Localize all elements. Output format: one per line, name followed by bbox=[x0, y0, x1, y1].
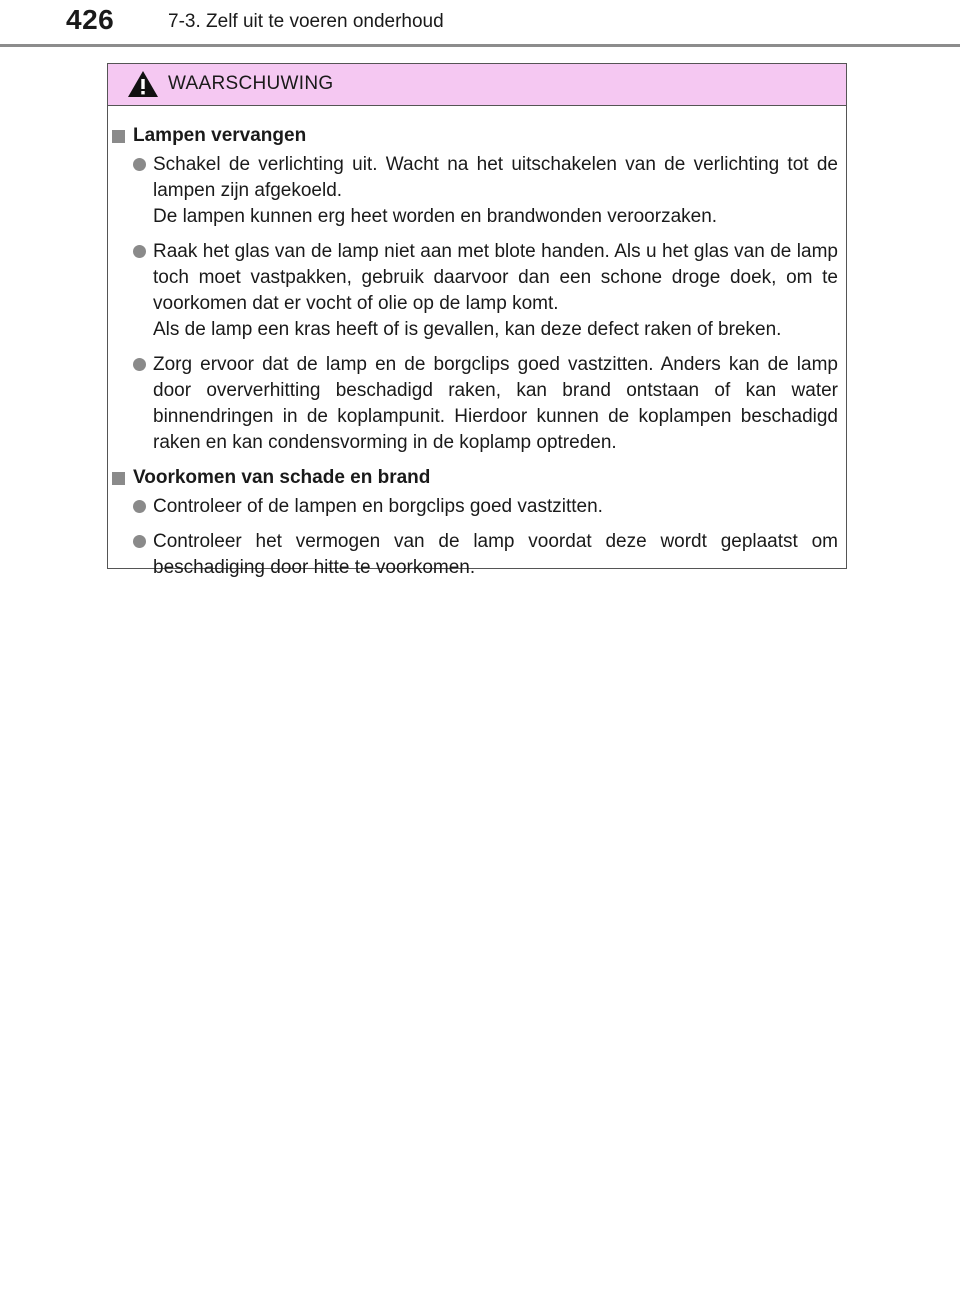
paragraph: Schakel de verlichting uit. Wacht na het uitschakelen van de verlichting tot de lampen zijn afgekoeld. bbox=[153, 154, 838, 201]
warning-triangle-icon bbox=[127, 70, 159, 98]
list-item bbox=[112, 494, 838, 520]
topic-heading-text: Voorkomen van schade en brand bbox=[133, 467, 431, 488]
circle-bullet-icon bbox=[133, 245, 146, 258]
paragraph: Zorg ervoor dat de lamp en de borgclips goed vastzitten. Anders kan de lamp door oververhitting beschadigd raken, kan brand ontstaan of kan water binnendringen in de koplampunit. Hierdoor kunnen de koplampen beschadigd raken en kan condensvorming in de koplamp optreden. bbox=[153, 354, 838, 453]
list-item-text bbox=[153, 239, 838, 343]
page-number: 426 bbox=[66, 4, 115, 35]
topic-heading-text: Lampen vervangen bbox=[133, 125, 307, 146]
warning-box bbox=[107, 63, 847, 578]
section-title: 7-3. Zelf uit te voeren onderhoud bbox=[168, 11, 444, 32]
paragraph: Als de lamp een kras heeft of is gevallen, kan deze defect raken of breken. bbox=[153, 319, 782, 340]
circle-bullet-icon bbox=[133, 358, 146, 371]
list-item-text bbox=[153, 152, 838, 230]
list-item-text bbox=[153, 529, 838, 581]
list-item-text bbox=[153, 494, 838, 520]
paragraph: Controleer het vermogen van de lamp voordat deze wordt geplaatst om beschadiging door hitte te voorkomen. bbox=[153, 531, 838, 578]
topic-heading bbox=[112, 123, 838, 149]
circle-bullet-icon bbox=[133, 535, 146, 548]
paragraph: Raak het glas van de lamp niet aan met blote handen. Als u het glas van de lamp toch moet vastpakken, gebruik daarvoor dan een schone droge doek, om te voorkomen dat er vocht of olie op de lamp komt. bbox=[153, 241, 838, 314]
list-item bbox=[112, 152, 838, 230]
warning-body bbox=[108, 106, 846, 581]
list-item bbox=[112, 529, 838, 581]
page-header bbox=[0, 0, 960, 48]
warning-title: WAARSCHUWING bbox=[168, 73, 334, 94]
topic-voorkomen-van-schade bbox=[112, 465, 838, 581]
list-item-text bbox=[153, 352, 838, 456]
warning-header bbox=[108, 64, 846, 106]
header-divider bbox=[0, 44, 960, 47]
square-bullet-icon bbox=[112, 130, 125, 143]
circle-bullet-icon bbox=[133, 500, 146, 513]
list-item bbox=[112, 352, 838, 456]
square-bullet-icon bbox=[112, 472, 125, 485]
circle-bullet-icon bbox=[133, 158, 146, 171]
paragraph: Controleer of de lampen en borgclips goed vastzitten. bbox=[153, 496, 603, 517]
paragraph: De lampen kunnen erg heet worden en brandwonden veroorzaken. bbox=[153, 206, 718, 227]
topic-heading bbox=[112, 465, 838, 491]
list-item bbox=[112, 239, 838, 343]
topic-lampen-vervangen bbox=[112, 123, 838, 456]
